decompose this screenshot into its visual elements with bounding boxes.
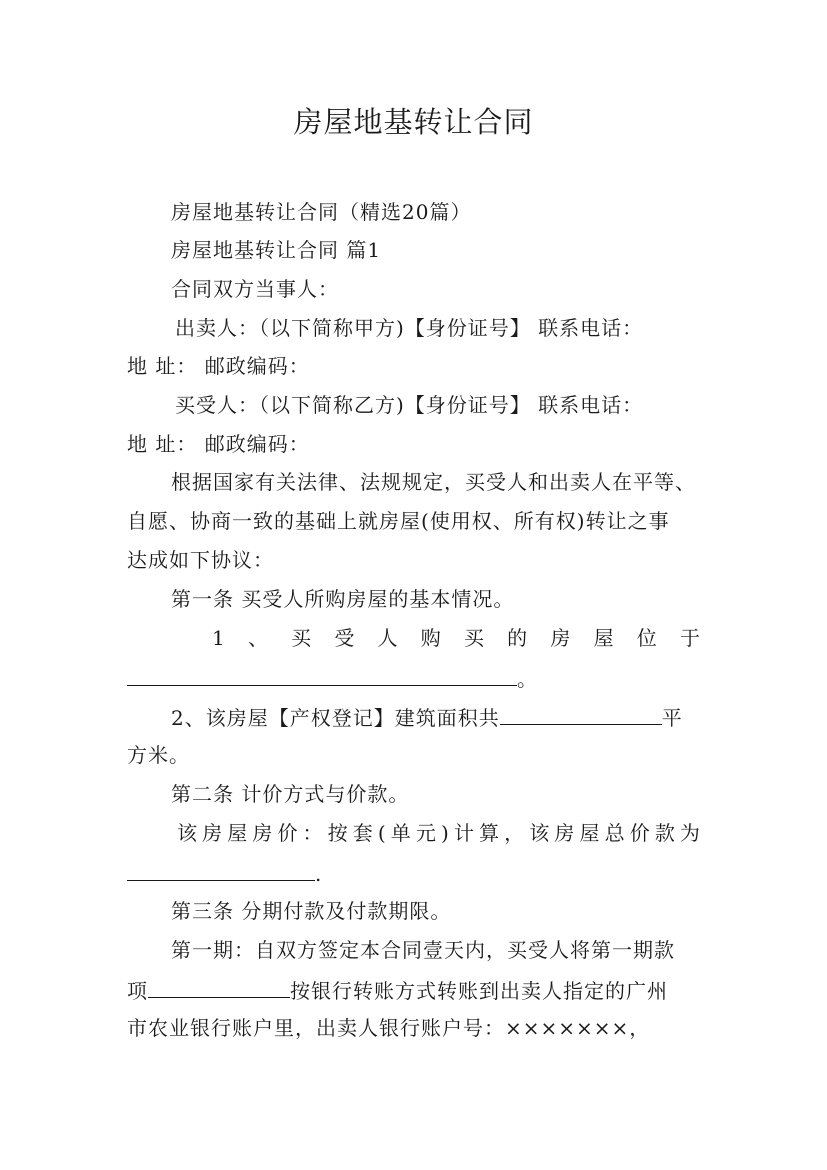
justified-char: ( (377, 821, 387, 845)
justified-char: 元 (415, 821, 437, 845)
justified-char: ： (302, 821, 324, 845)
justified-char: 价 (277, 821, 299, 845)
justified-char: 款 (654, 821, 676, 845)
article-1-item-2 (127, 702, 745, 732)
area-unit-start: 平 (661, 706, 683, 730)
justified-char: 按 (327, 821, 349, 845)
justified-char: 买 (291, 626, 313, 650)
article-3-term-1-line-3: 市农业银行账户里，出卖人银行账户号：×××××××， (127, 1016, 651, 1040)
justified-char: 单 (390, 821, 412, 845)
document-title: 房屋地基转让合同 (293, 105, 534, 139)
paragraph-parties-heading: 合同双方当事人： (171, 277, 339, 301)
article-1-item-1-text (212, 624, 701, 652)
paragraph-subtitle: 房屋地基转让合同（精选20篇） (171, 200, 472, 224)
justified-char: 屋 (227, 821, 249, 845)
justified-char: 于 (679, 626, 701, 650)
justified-char: 位 (636, 626, 658, 650)
article-2-price (177, 819, 701, 847)
period: . (315, 862, 323, 886)
justified-char: 算 (479, 821, 501, 845)
justified-char: 总 (604, 821, 626, 845)
justified-char: 房 (550, 626, 572, 650)
justified-char: 屋 (579, 821, 601, 845)
justified-char: 套 (352, 821, 374, 845)
paragraph-preamble-line-1: 根据国家有关法律、法规规定，买受人和出卖人在平等、 (171, 470, 696, 494)
article-1-item-1 (212, 624, 701, 652)
paragraph-seller-address: 地 址： 邮政编码： (127, 354, 310, 378)
period: 。 (517, 667, 538, 691)
paragraph-preamble-line-3: 达成如下协议： (127, 548, 274, 572)
justified-char: 房 (252, 821, 274, 845)
paragraph-seller: 出卖人：（以下简称甲方)【身份证号】 联系电话： (175, 316, 644, 340)
article-2-heading: 第二条 计价方式与价款。 (171, 782, 410, 806)
total-price-blank (127, 858, 315, 881)
paragraph-section-heading: 房屋地基转让合同 篇1 (171, 238, 382, 262)
article-2-price-text (177, 819, 701, 847)
area-label: 2、该房屋【产权登记】建筑面积共 (171, 706, 500, 730)
article-1-item-2-continued: 方米。 (127, 743, 190, 767)
first-payment-blank (148, 975, 290, 998)
paragraph-buyer: 买受人：（以下简称乙方)【身份证号】 联系电话： (175, 393, 644, 417)
justified-char: 购 (420, 626, 442, 650)
justified-char: 人 (377, 626, 399, 650)
justified-char: 买 (463, 626, 485, 650)
justified-char: 该 (177, 821, 198, 845)
paragraph-buyer-address: 地 址： 邮政编码： (127, 432, 310, 456)
justified-char: 屋 (593, 626, 615, 650)
article-3-term-1-line-2 (127, 975, 701, 1005)
justified-char: 该 (529, 821, 551, 845)
justified-char: 房 (554, 821, 576, 845)
house-location-blank (127, 663, 517, 686)
justified-char: 计 (453, 821, 475, 845)
transfer-method: 按银行转账方式转账到出卖人指定的广州 (290, 979, 668, 1003)
article-1-item-1-continued (127, 663, 701, 693)
article-3-term-1-line-1: 第一期：自双方签定本合同壹天内，买受人将第一期款 (171, 938, 675, 962)
paragraph-preamble-line-2: 自愿、协商一致的基础上就房屋(使用权、所有权)转让之事 (127, 509, 670, 533)
area-blank (500, 702, 662, 725)
article-2-price-continued (127, 858, 701, 888)
justified-char: 房 (202, 821, 224, 845)
justified-char: 受 (334, 626, 356, 650)
justified-char: 为 (679, 821, 701, 845)
justified-char: 的 (507, 626, 529, 650)
justified-char: 、 (247, 626, 269, 650)
item-label: 项 (127, 979, 148, 1003)
justified-char: 价 (629, 821, 651, 845)
justified-char: ， (504, 821, 526, 845)
article-1-heading: 第一条 买受人所购房屋的基本情况。 (171, 587, 515, 611)
article-3-heading: 第三条 分期付款及付款期限。 (171, 899, 452, 923)
justified-char: ) (441, 821, 450, 845)
justified-char: 1 (212, 626, 226, 650)
